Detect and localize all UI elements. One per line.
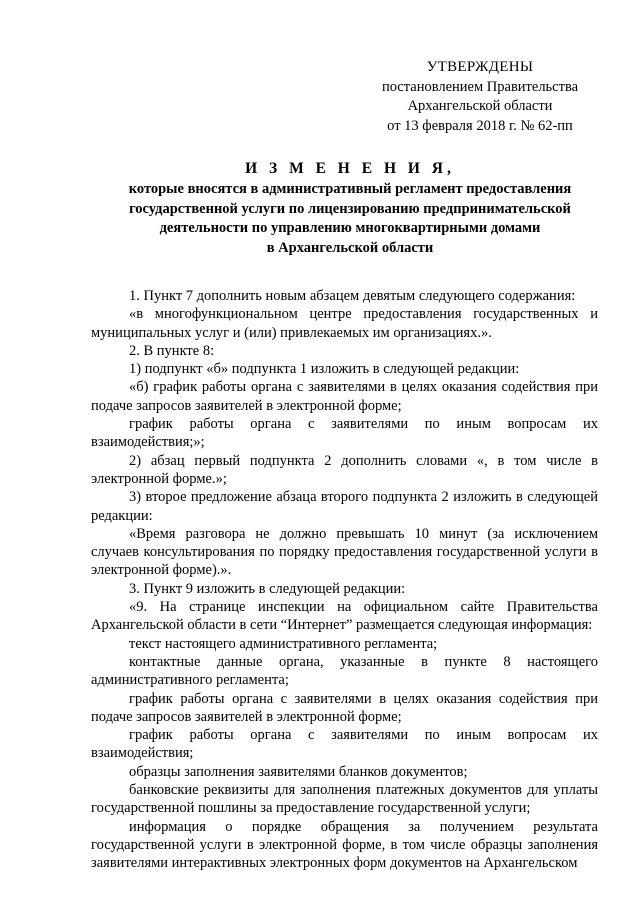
paragraph: график работы органа с заявителями по иным вопросам их взаимодействия;»; [91,416,598,451]
paragraph: 3. Пункт 9 изложить в следующей редакции: [129,580,406,597]
title-subtitle-line: которые вносятся в административный регламент предоставления [128,181,572,197]
approval-line: Архангельской области [407,98,553,114]
title-main: И З М Е Н Е Н И Я, [245,160,455,177]
paragraph: «9. На странице инспекции на официальном сайте Правительства Архангельской области в сети “Интернет” размещается следующая информация: [91,599,598,634]
approval-line: постановлением Правительства [381,78,579,95]
approval-heading: УТВЕРЖДЕНЫ [426,59,534,75]
paragraph: «Время разговора не должно превышать 10 минут (за исключением случаев консультирования по порядку предоставления государственной услуги в электронной форме).». [91,525,598,579]
paragraph: 3) второе предложение абзаца второго подпункта 2 изложить в следующей редакции: [91,489,598,524]
paragraph: образцы заполнения заявителями бланков документов; [129,763,468,780]
document-body [91,287,598,873]
title-subtitle-line: в Архангельской области [266,239,434,256]
paragraph: банковские реквизиты для заполнения платежных документов для уплаты государственной пошлины за предоставление государственной услуги; [91,782,598,817]
title-subtitle-line: государственной услуги по лицензированию предпринимательской [129,200,571,217]
approval-stamp [360,58,600,136]
paragraph: текст настоящего административного регламента; [129,635,438,652]
paragraph: «б) график работы органа с заявителями в целях оказания содействия при подаче запросов заявителей в электронной форме; [91,379,598,414]
paragraph: «в многофункциональном центре предоставления государственных и муниципальных услуг и (или) привлекаемых им организациях.». [91,306,598,341]
paragraph: контактные данные органа, указанные в пункте 8 настоящего административного регламента; [91,653,598,689]
paragraph: график работы органа с заявителями в целях оказания содействия при подаче запросов заявителей в электронной форме; [91,690,598,725]
paragraph: информация о порядке обращения за получением результата государственной услуги в электронной форме, в том числе образцы заполнения заявителями интерактивных электронных форм документов на Архангельском [91,818,598,872]
paragraph: 1) подпункт «б» подпункта 1 изложить в следующей редакции: [129,361,520,378]
paragraph: график работы органа с заявителями по иным вопросам их взаимодействия; [91,727,598,762]
approval-line: от 13 февраля 2018 г. № 62-пп [387,117,573,134]
paragraph: 2) абзац первый подпункта 2 дополнить словами «, в том числе в электронной форме.»; [91,452,598,487]
title-subtitle-line: деятельности по управлению многоквартирными домами [159,220,541,236]
paragraph: 1. Пункт 7 дополнить новым абзацем девятым следующего содержания: [129,288,576,304]
document-title [80,158,620,258]
paragraph: 2. В пункте 8: [129,342,215,359]
